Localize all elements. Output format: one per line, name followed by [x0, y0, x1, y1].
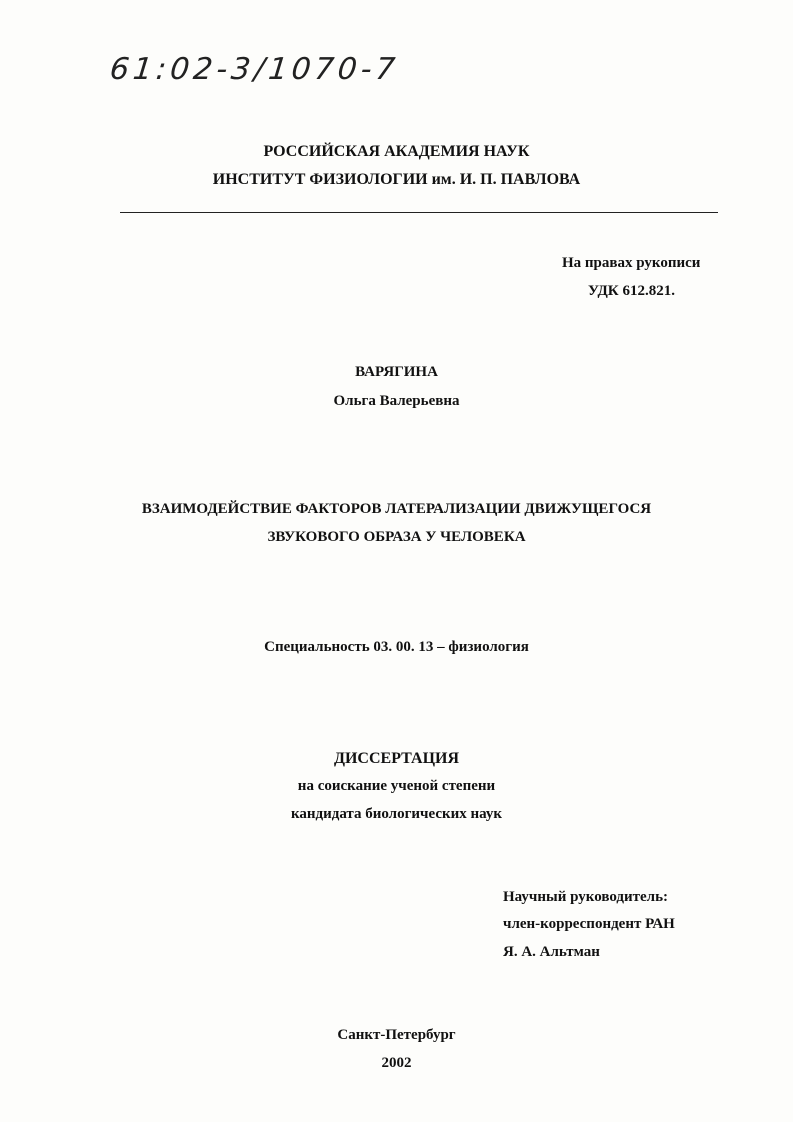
- academy-name: РОССИЙСКАЯ АКАДЕМИЯ НАУК: [263, 143, 530, 160]
- advisor-label: Научный руководитель:: [503, 889, 668, 905]
- thesis-title-line1: ВЗАИМОДЕЙСТВИЕ ФАКТОРОВ ЛАТЕРАЛИЗАЦИИ ДВИЖУЩЕГОСЯ: [141, 501, 652, 517]
- author-name: Ольга Валерьевна: [333, 393, 460, 409]
- degree-line2: кандидата биологических наук: [290, 806, 503, 822]
- header-divider: [120, 212, 718, 213]
- dissertation-heading: ДИССЕРТАЦИЯ: [333, 750, 460, 767]
- udk-code: УДК 612.821.: [588, 283, 675, 299]
- institute-name: ИНСТИТУТ ФИЗИОЛОГИИ им. И. П. ПАВЛОВА: [212, 171, 581, 188]
- thesis-title-line2: ЗВУКОВОГО ОБРАЗА У ЧЕЛОВЕКА: [267, 529, 526, 545]
- advisor-name: Я. А. Альтман: [503, 944, 600, 960]
- specialty: Специальность 03. 00. 13 – физиология: [264, 639, 529, 655]
- degree-line1: на соискание ученой степени: [297, 778, 496, 794]
- manuscript-rights: На правах рукописи: [562, 255, 701, 271]
- handwritten-archive-code: 61:02-3/1070-7: [108, 52, 401, 87]
- advisor-rank: член-корреспондент РАН: [503, 916, 675, 932]
- author-surname: ВАРЯГИНА: [355, 364, 438, 380]
- city: Санкт-Петербург: [337, 1027, 456, 1043]
- year: 2002: [381, 1055, 412, 1071]
